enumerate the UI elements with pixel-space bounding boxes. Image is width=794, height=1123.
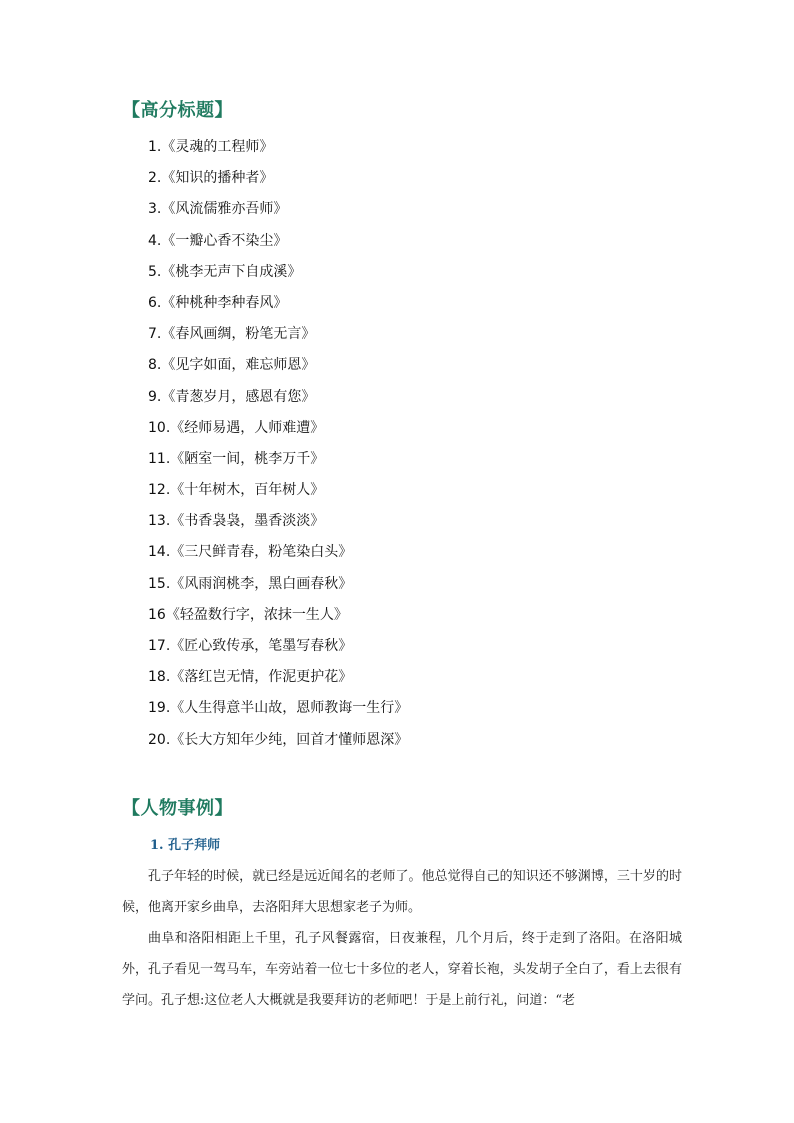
title-list-item: 5.《桃李无声下自成溪》 [148, 263, 302, 280]
example-paragraph-1: 孔子年轻的时候，就已经是远近闻名的老师了。他总觉得自己的知识还不够渊博，三十岁的时候，他离开家乡曲阜，去洛阳拜大思想家老子为师。 [122, 869, 682, 915]
title-list-item: 15.《风雨润桃李，黑白画春秋》 [148, 575, 353, 592]
section-title-high-score-titles: 【高分标题】 [122, 100, 233, 121]
title-list-item: 14.《三尺鲜青春，粉笔染白头》 [148, 544, 353, 561]
section-title-character-examples: 【人物事例】 [122, 798, 233, 819]
title-list-item: 10.《经师易遇，人师难遭》 [148, 419, 325, 436]
title-list-item: 19.《人生得意半山故，恩师教诲一生行》 [148, 700, 409, 717]
title-list-item: 8.《见字如面，难忘师恩》 [148, 357, 316, 374]
title-list-item: 17.《匠心致传承，笔墨写春秋》 [148, 638, 353, 654]
title-list-item: 4.《一瓣心香不染尘》 [148, 232, 288, 249]
title-list-item: 11.《陋室一间，桃李万千》 [148, 450, 325, 467]
title-list-item: 12.《十年树木，百年树人》 [148, 482, 325, 499]
title-list-item: 18.《落红岂无情，作泥更护花》 [148, 669, 353, 686]
title-list-item: 16《轻盈数行字，浓抹一生人》 [148, 606, 348, 623]
title-list-item: 2.《知识的播种者》 [148, 170, 274, 187]
title-list-item: 1.《灵魂的工程师》 [148, 139, 274, 155]
title-list-item: 6.《种桃种李种春风》 [148, 294, 288, 311]
title-list-item: 20.《长大方知年少纯，回首才懂师恩深》 [148, 731, 409, 748]
title-list-item: 3.《风流儒雅亦吾师》 [148, 201, 288, 218]
title-list [148, 137, 408, 761]
example-paragraph-2: 曲阜和洛阳相距上千里，孔子风餐露宿，日夜兼程，几个月后，终于走到了洛阳。在洛阳城外，孔子看见一驾马车，车旁站着一位七十多位的老人，穿着长袍，头发胡子全白了，看上去很有学问。孔子想:这位老人大概就是我要拜访的老师吧！于是上前行礼，问道：“老 [122, 931, 682, 1008]
example-title: 1. 孔子拜师 [150, 838, 221, 853]
title-list-item: 7.《春风画绸，粉笔无言》 [148, 326, 316, 343]
title-list-item: 9.《青葱岁月，感恩有您》 [148, 388, 316, 405]
title-list-item: 13.《书香袅袅，墨香淡淡》 [148, 513, 325, 530]
